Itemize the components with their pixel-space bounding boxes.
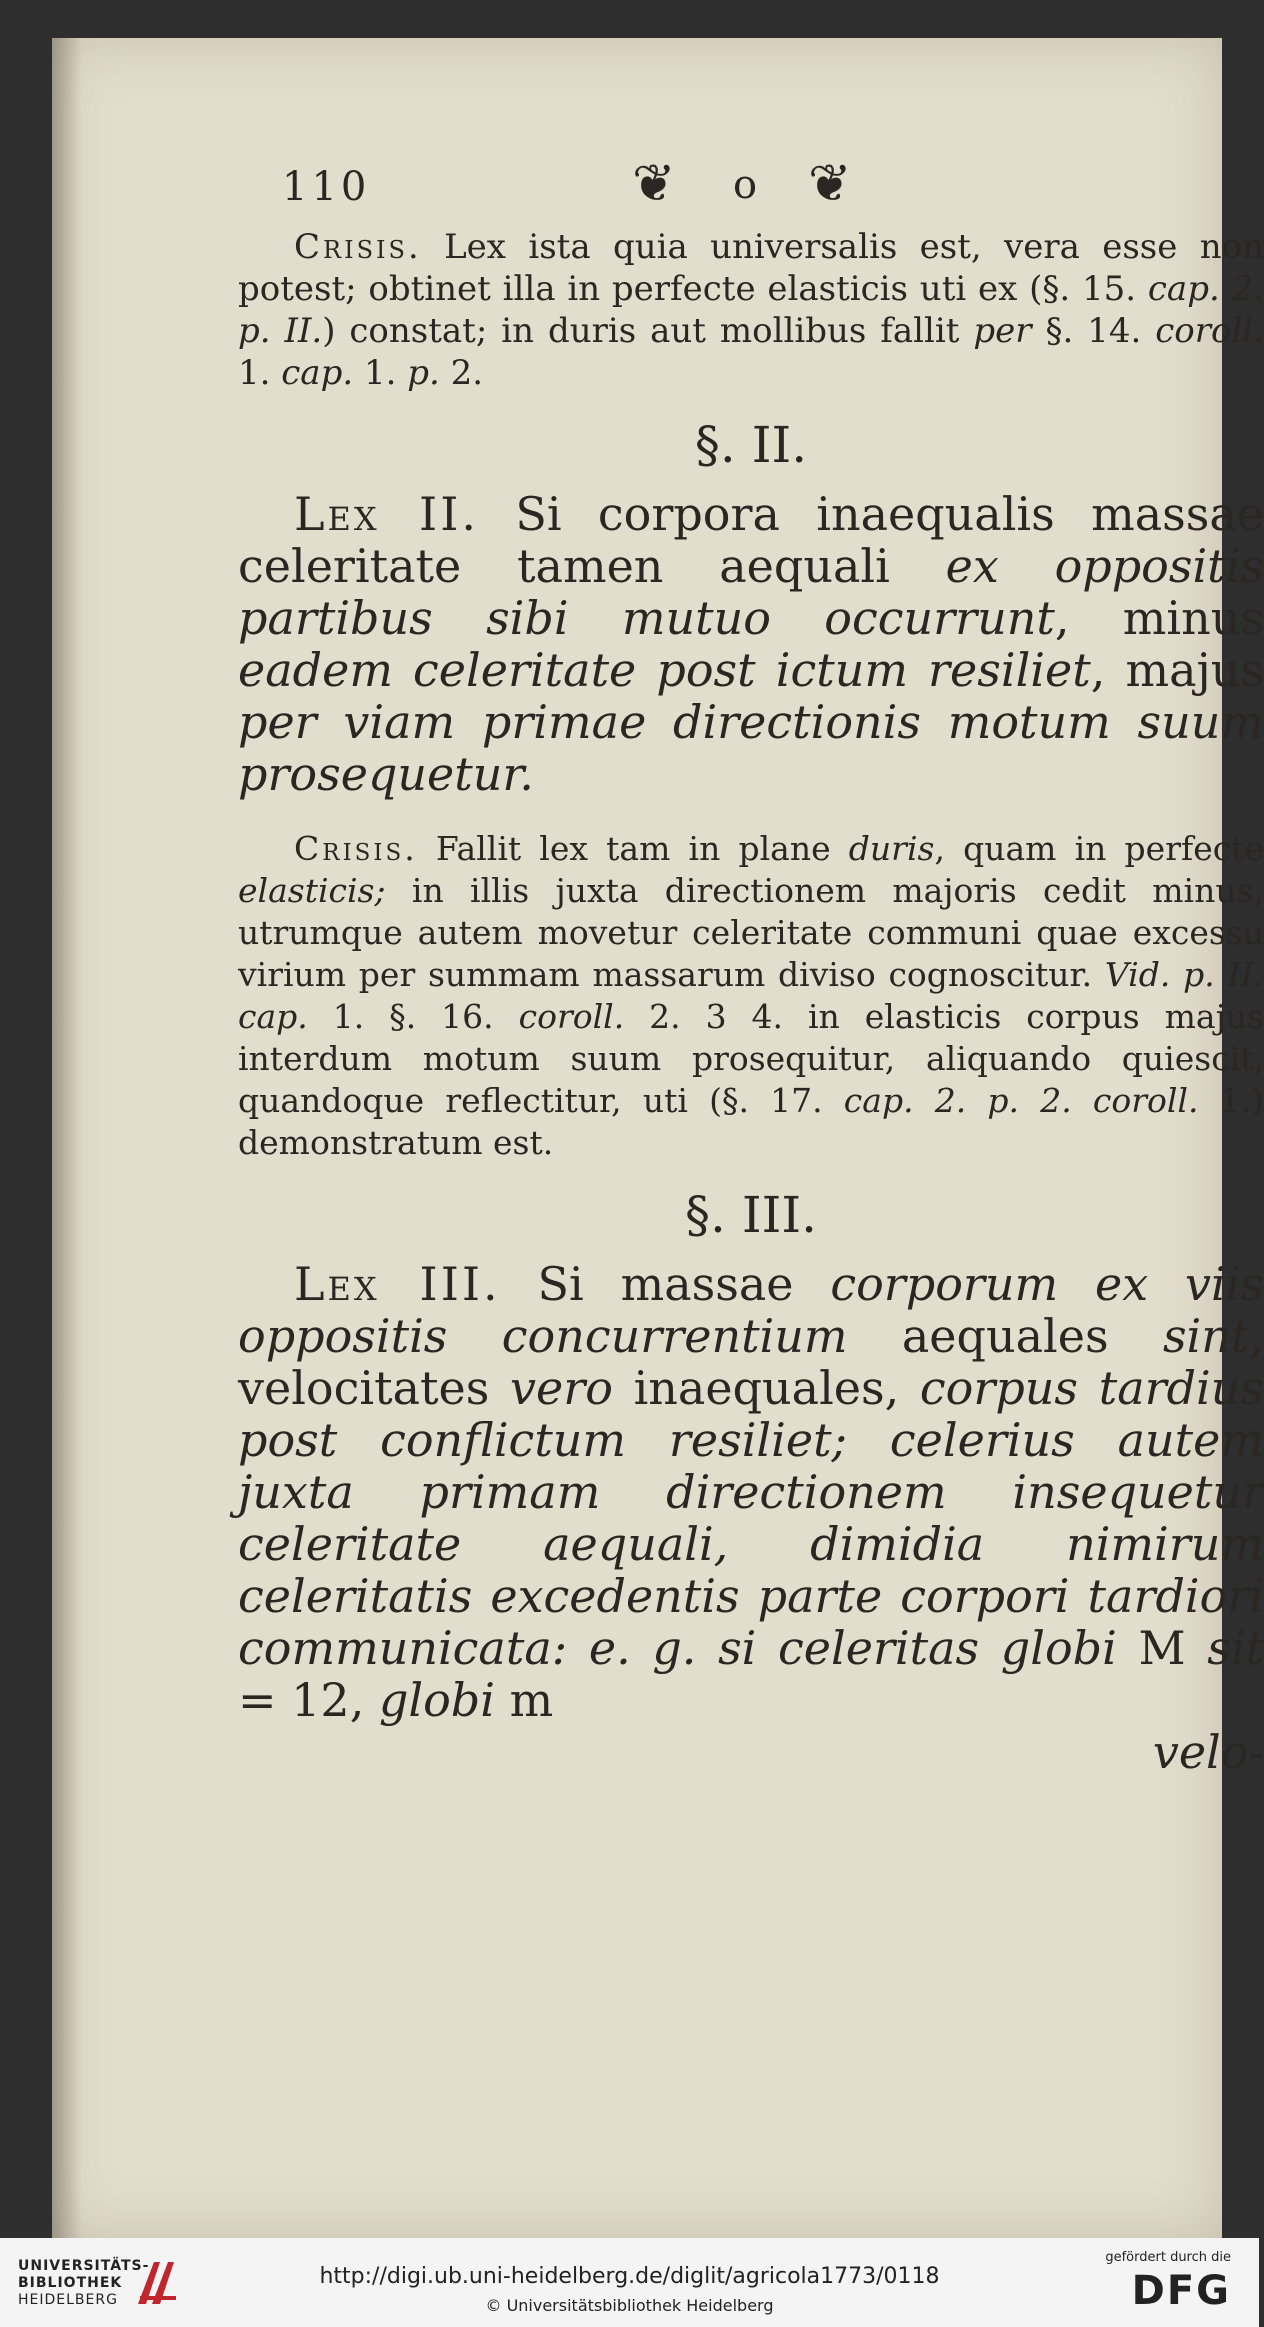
crisis-paragraph-1: Crisis. Lex ista quia universalis est, vera esse non potest; obtinet illa in perfecte elasticis uti ex (§. 15. cap. 2. p. II.) constat; in duris aut mollibus fallit per §. 14. coroll. 1. cap. 1. p. 2.: [238, 227, 1264, 393]
ornament-right-icon: ❦: [808, 154, 852, 214]
lex-paragraph-2: Lex II. Si corpora inaequalis massae celeritate tamen aequali ex oppositis partibus sibi mutuo occurrunt, minus eadem celeritate post ictum resiliet, majus per viam primae directionis motum suum prosequetur.: [238, 487, 1264, 801]
institution-line-3: HEIDELBERG: [18, 2292, 118, 2308]
ornament-center: o: [733, 162, 758, 208]
section-heading-3: §. III.: [685, 1186, 817, 1244]
book-page: [52, 38, 1264, 2238]
page-fold-shadow: [52, 38, 82, 2238]
crisis-paragraph-2: Crisis. Fallit lex tam in plane duris, quam in perfecte elasticis; in illis juxta directionem majoris cedit minus, utrumque autem movetur celeritate communi quae excessu virium per summam massarum diviso cognoscitur. Vid. p. II. cap. 1. §. 16. coroll. 2. 3 4. in elasticis corpus majus interdum motum suum prosequitur, aliquando quiescit, quandoque reflectitur, uti (§. 17. cap. 2. p. 2. coroll. 1.) demonstratum est.: [238, 829, 1264, 1162]
funding-note: gefördert durch die: [1105, 2250, 1231, 2265]
institution-line-1: UNIVERSITÄTS-: [18, 2258, 150, 2274]
institution-line-2: BIBLIOTHEK: [18, 2275, 123, 2291]
section-heading-2: §. II.: [694, 416, 808, 474]
source-url-link[interactable]: http://digi.ub.uni-heidelberg.de/diglit/agricola1773/0118: [319, 2264, 940, 2289]
copyright-text: © Universitätsbibliothek Heidelberg: [485, 2296, 774, 2315]
catchword: velo-: [1152, 1725, 1264, 1779]
ornament-left-icon: ❦: [632, 154, 676, 214]
dfg-logo: DFG: [1131, 2268, 1231, 2314]
page-number: 110: [282, 164, 371, 210]
viewer-footer: [0, 2238, 1259, 2327]
page-header: [238, 124, 1264, 214]
page-content: [238, 124, 1264, 1778]
lex-paragraph-3: Lex III. Si massae corporum ex viis oppositis concurrentium aequales sint, velocitates vero inaequales, corpus tardius post conflictum resiliet; celerius autem juxta primam directionem insequetur celeritate aequali, dimidia nimirum celeritatis excedentis parte corpori tardiori communicata: e. g. si celeritas globi M sit = 12, globi m: [238, 1257, 1264, 1727]
